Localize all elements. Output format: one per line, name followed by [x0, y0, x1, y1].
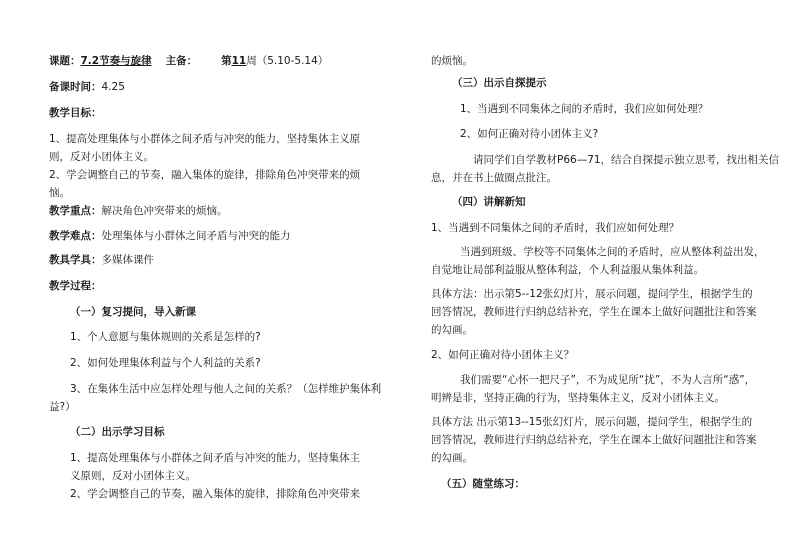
- section-1-question-3-line-1: 3、在集体生活中应怎样处理与他人之间的关系？（怎样维护集体利: [70, 383, 382, 395]
- goals-heading: 教学目标：: [49, 107, 102, 119]
- host-label: 主备：: [165, 55, 198, 67]
- section-1-question-2: 2、如何处理集体利益与个人利益的关系?: [70, 357, 261, 369]
- topic-title: 7.2节奏与旋律: [80, 55, 152, 67]
- section-4-question-2: 2、如何正确对待小团体主义？: [431, 349, 575, 361]
- topic-label: 课题：: [49, 55, 81, 67]
- week-prefix: 第: [221, 55, 232, 67]
- goal-1-line-1: 1、提高处理集体与小群体之间矛盾与冲突的能力，坚持集体主义原: [49, 133, 361, 145]
- section-2-goal-1-line-2: 义原则，反对小团体主义。: [70, 470, 196, 482]
- section-1-question-1: 1、个人意愿与集体规则的关系是怎样的?: [70, 331, 261, 343]
- section-4-answer-2-line-2: 明辨是非，坚持正确的行为，坚持集体主义，反对小团体主义。: [431, 392, 725, 404]
- section-4-question-1: 1、当遇到不同集体之间的矛盾时，我们应如何处理？: [431, 222, 680, 234]
- section-4-method-1-line-2: 回答情况，教师进行归纳总结补充，学生在课本上做好问题批注和答案: [431, 306, 757, 318]
- section-4-method-1-line-3: 的勾画。: [431, 324, 473, 336]
- section-3-instruction-line-2: 息，并在书上做圈点批注。: [431, 172, 557, 184]
- section-4-title: （四）讲解新知: [452, 196, 526, 208]
- section-1-question-3-line-2: 益?）: [49, 401, 76, 413]
- section-2-title: （二）出示学习目标: [70, 426, 165, 438]
- process-heading: 教学过程：: [49, 280, 102, 292]
- section-4-method-2-line-3: 的勾画。: [431, 452, 473, 464]
- section-4-method-2-line-2: 回答情况，教师进行归纳总结补充，学生在课本上做好问题批注和答案: [431, 434, 757, 446]
- goal-1-line-2: 则，反对小团体主义。: [49, 151, 154, 163]
- section-2-goal-1-line-1: 1、提高处理集体与小群体之间矛盾与冲突的能力，坚持集体主: [70, 452, 361, 464]
- section-4-answer-2-line-1: 我们需要“心怀一把尺子”，不为成见所“扰”，不为人言所“惑”，: [460, 374, 756, 386]
- section-3-prompt-1: 1、当遇到不同集体之间的矛盾时，我们应如何处理？: [460, 103, 709, 115]
- prep-time-label: 备课时间：: [49, 81, 102, 93]
- goal-2-line-1: 2、学会调整自己的节奏，融入集体的旋律，排除角色冲突带来的烦: [49, 169, 361, 181]
- section-3-title: （三）出示自探提示: [452, 77, 547, 89]
- section-2-goal-2-line-2: 的烦恼。: [431, 55, 473, 67]
- key-point: [49, 204, 228, 218]
- difficulty: [49, 229, 291, 243]
- section-4-method-1-line-1: 具体方法：出示第5--12张幻灯片，展示问题，提问学生，根据学生的: [431, 288, 753, 300]
- tools-label: 教具学具：: [49, 254, 102, 266]
- tools: [49, 253, 154, 267]
- section-3-prompt-2: 2、如何正确对待小团体主义?: [460, 128, 599, 140]
- prep-time: [49, 80, 125, 94]
- section-4-answer-1-line-2: 自觉地让局部利益服从整体利益，个人利益服从集体利益。: [431, 264, 704, 276]
- difficulty-value: 处理集体与小群体之间矛盾与冲突的能力: [101, 230, 291, 242]
- key-point-label: 教学重点：: [49, 205, 102, 217]
- section-4-answer-1-line-1: 当遇到班级、学校等不同集体之间的矛盾时，应从整体利益出发，: [460, 246, 765, 258]
- section-4-method-2-line-1: 具体方法 出示第13--15张幻灯片，展示问题，提问学生，根据学生的: [431, 416, 753, 428]
- goal-2-line-2: 恼。: [49, 187, 70, 199]
- section-1-title: （一）复习提问，导入新课: [70, 306, 196, 318]
- section-3-instruction-line-1: 请同学们自学教材P66—71，结合自探提示独立思考，找出相关信: [473, 154, 780, 166]
- key-point-value: 解决角色冲突带来的烦恼。: [101, 205, 228, 217]
- prep-time-value: 4.25: [101, 81, 125, 93]
- week-number: 11: [231, 55, 247, 67]
- section-2-goal-2-line-1: 2、学会调整自己的节奏，融入集体的旋律，排除角色冲突带来: [70, 488, 361, 500]
- difficulty-label: 教学难点：: [49, 230, 102, 242]
- header-line: [49, 54, 328, 68]
- tools-value: 多媒体课件: [101, 254, 154, 266]
- week-range: 周（5.10-5.14）: [246, 55, 329, 67]
- section-5-title: （五）随堂练习：: [441, 478, 525, 490]
